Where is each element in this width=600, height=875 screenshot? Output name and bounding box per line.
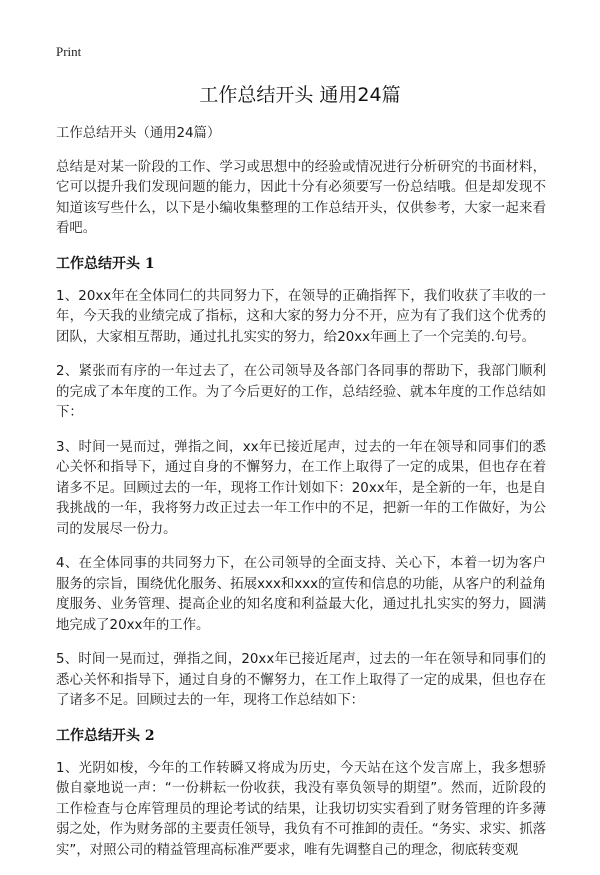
paragraph: 4、在全体同事的共同努力下，在公司领导的全面支持、关心下，本着一切为客户服务的宗旨，围绕优化服务、拓展xxx和xxx的宣传和信息的功能，从客户的利益角度服务、业务管理、提高企业的知名度和利益最大化，通过扎扎实实的努力，圆满地完成了20xx年的工作。 (56, 556, 546, 633)
document-body (56, 124, 546, 875)
section-heading-1: 工作总结开头 1 (56, 255, 155, 272)
section-heading-2: 工作总结开头 2 (56, 727, 155, 744)
paragraph: 2、紧张而有序的一年过去了，在公司领导及各部门各同事的帮助下，我部门顺利的完成了本年度的工作。为了今后更好的工作，总结经验、就本年度的工作总结如下： (56, 364, 546, 420)
paragraph: 5、时间一晃而过，弹指之间，20xx年已接近尾声，过去的一年在领导和同事们的悉心关怀和指导下，通过自身的不懈努力，在工作上取得了一定的成果，但也存在了诸多不足。回顾过去的一年，现将工作总结如下： (56, 652, 546, 708)
paragraph: 3、时间一晃而过，弹指之间，xx年已接近尾声，过去的一年在领导和同事们的悉心关怀和指导下，通过自身的不懈努力，在工作上取得了一定的成果，但也存在着诸多不足。回顾过去的一年，现将工作计划如下：20xx年，是全新的一年，也是自我挑战的一年，我将努力改正过去一年工作中的不足，把新一年的工作做好，为公司的发展尽一份力。 (56, 439, 546, 537)
document-title: 工作总结开头 通用24篇 (199, 84, 401, 106)
paragraph: 1、20xx年在全体同仁的共同努力下，在领导的正确指挥下，我们收获了丰收的一年，今天我的业绩完成了指标，这和大家的努力分不开，应为有了我们这个优秀的团队，大家相互帮助，通过扎扎实实的努力，给20xx年画上了一个完美的.句号。 (56, 288, 546, 345)
intro-paragraph: 总结是对某一阶段的工作、学习或思想中的经验或情况进行分析研究的书面材料，它可以提升我们发现问题的能力，因此十分有必须要写一份总结哦。但是却发现不知道该写些什么，以下是小编收集整理的工作总结开头，仅供参考，大家一起来看看吧。 (56, 159, 546, 236)
document-subtitle: 工作总结开头（通用24篇） (56, 126, 221, 141)
paragraph: 1、光阴如梭，今年的工作转瞬又将成为历史，今天站在这个发言席上，我多想骄傲自豪地说一声：“一份耕耘一份收获，我没有辜负领导的期望”。然而，近阶段的工作检查与仓库管理员的理论考试的结果，让我切切实实看到了财务管理的许多薄弱之处，作为财务部的主要责任领导，我负有不可推卸的责任。“务实、求实、抓落实”，对照公司的精益管理高标准严要求，唯有先调整自己的理念，彻底转变观 (56, 760, 546, 858)
print-link[interactable]: Print (56, 44, 82, 59)
